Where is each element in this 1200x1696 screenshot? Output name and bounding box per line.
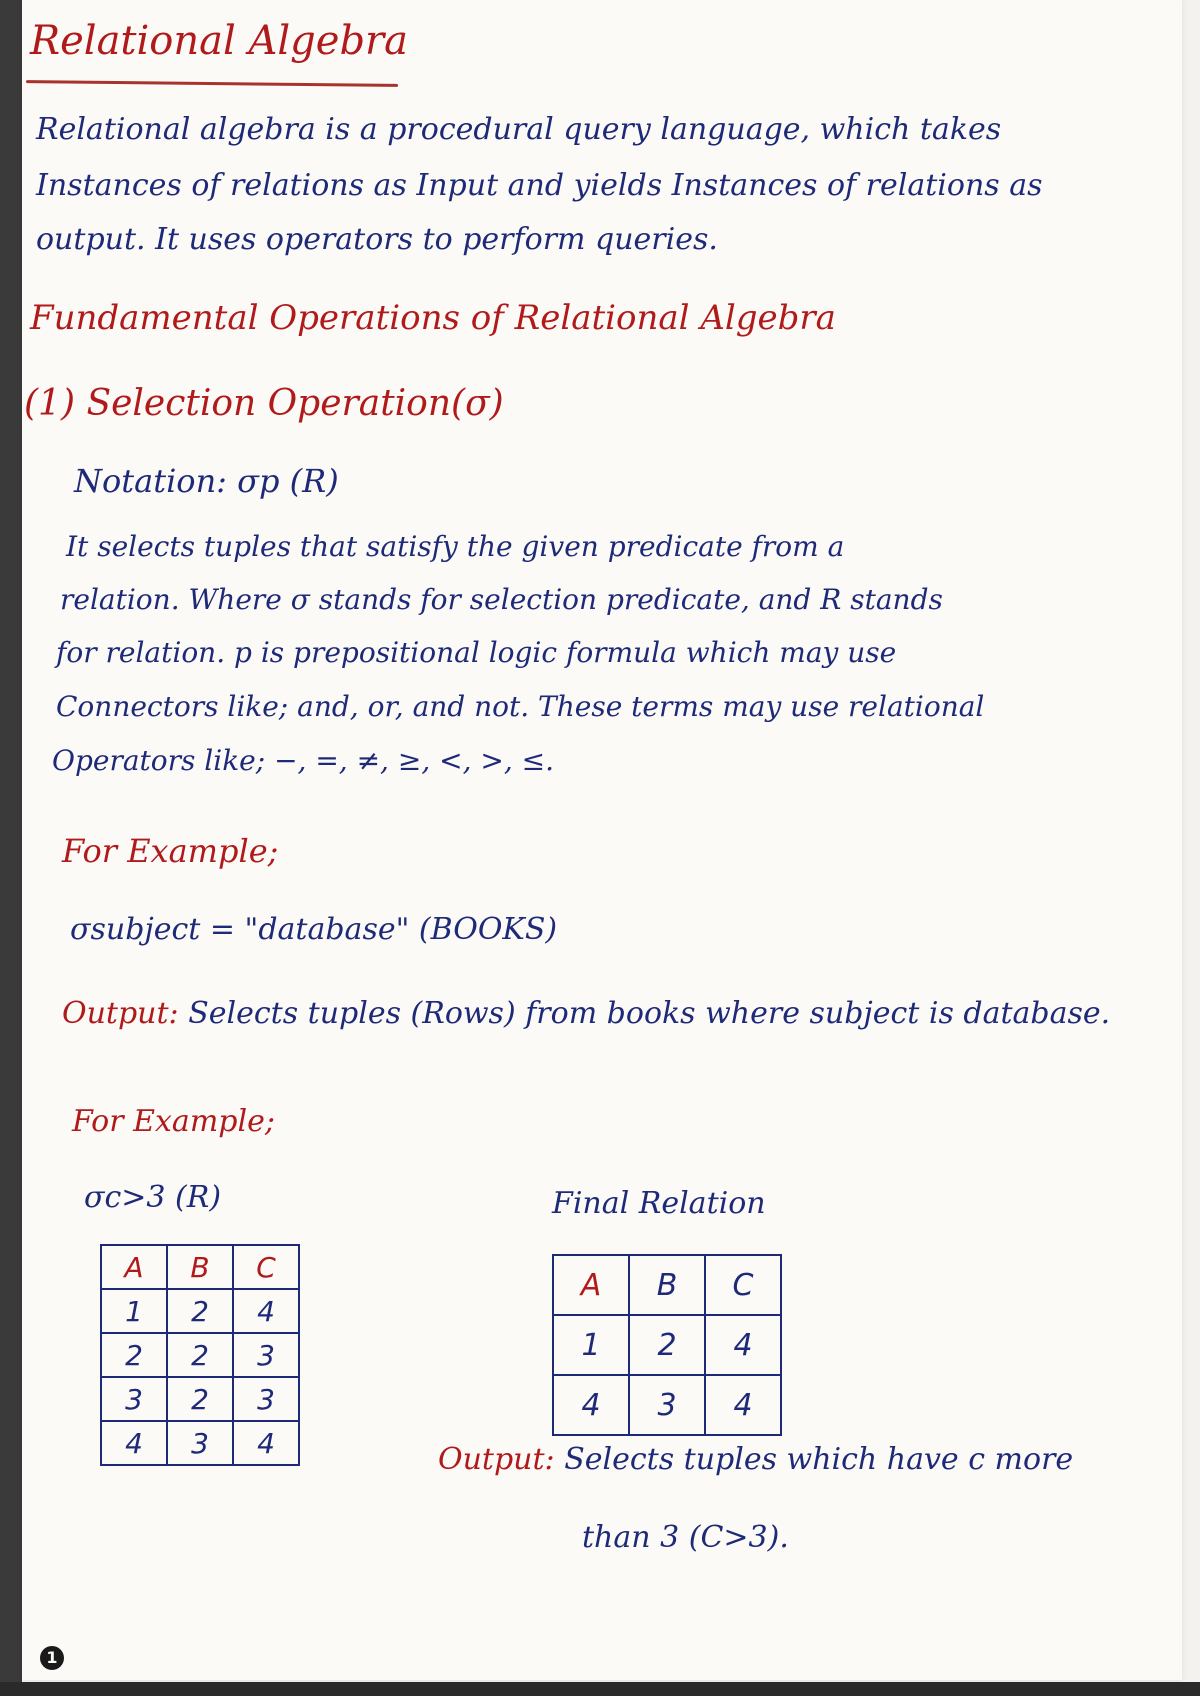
- table-row: [101, 1289, 299, 1333]
- section-heading: Fundamental Operations of Relational Algebra: [30, 298, 836, 338]
- intro-line-1: Relational algebra is a procedural query language, which takes: [36, 112, 1002, 147]
- final-relation-table: [552, 1254, 782, 1436]
- intro-line-2: Instances of relations as Input and yields Instances of relations as: [36, 168, 1043, 203]
- table-cell: 2: [167, 1377, 233, 1421]
- table-cell: 1: [101, 1289, 167, 1333]
- table-row: [553, 1315, 781, 1375]
- example1-output-text: Selects tuples (Rows) from books where subject is database.: [188, 996, 1111, 1031]
- example2-formula: σc>3 (R): [84, 1180, 222, 1215]
- table-cell: 3: [101, 1377, 167, 1421]
- table-row: [101, 1333, 299, 1377]
- table-header-row: [553, 1255, 781, 1315]
- table-cell: 4: [705, 1375, 781, 1435]
- description-line-4: Connectors like; and, or, and not. These terms may use relational: [56, 690, 985, 723]
- column-header: A: [101, 1245, 167, 1289]
- table-cell: 3: [233, 1333, 299, 1377]
- table-row: [101, 1377, 299, 1421]
- description-line-5: Operators like; −, =, ≠, ≥, <, >, ≤.: [52, 744, 555, 777]
- example1-formula: σsubject = "database" (BOOKS): [70, 912, 558, 947]
- scan-left-edge: [0, 0, 22, 1696]
- example2-output-label: Output:: [438, 1442, 555, 1477]
- table-cell: 2: [167, 1289, 233, 1333]
- table-cell: 4: [233, 1289, 299, 1333]
- example2-output-text-1: Selects tuples which have c more: [564, 1442, 1074, 1477]
- page-number-badge: 1: [40, 1646, 64, 1670]
- column-header: B: [629, 1255, 705, 1315]
- example2-label: For Example;: [72, 1104, 275, 1139]
- table-cell: 4: [233, 1421, 299, 1465]
- example2-output-line-1: [438, 1442, 1073, 1477]
- intro-line-3: output. It uses operators to perform queries.: [36, 222, 718, 257]
- example2-output-line-2: than 3 (C>3).: [582, 1520, 789, 1555]
- table-cell: 1: [553, 1315, 629, 1375]
- table-header-row: [101, 1245, 299, 1289]
- notation-line: [74, 462, 339, 500]
- description-line-1: It selects tuples that satisfy the given predicate from a: [66, 530, 845, 563]
- selection-heading: (1) Selection Operation(σ): [24, 383, 504, 424]
- column-header: A: [553, 1255, 629, 1315]
- description-line-2: relation. Where σ stands for selection predicate, and R stands: [60, 583, 943, 616]
- table-cell: 2: [629, 1315, 705, 1375]
- table-cell: 3: [167, 1421, 233, 1465]
- table-row: [553, 1375, 781, 1435]
- column-header: B: [167, 1245, 233, 1289]
- notation-value: σp (R): [237, 462, 339, 500]
- column-header: C: [233, 1245, 299, 1289]
- table-cell: 4: [553, 1375, 629, 1435]
- column-header: C: [705, 1255, 781, 1315]
- page-title: Relational Algebra: [30, 18, 409, 64]
- table-cell: 2: [167, 1333, 233, 1377]
- table-cell: 2: [101, 1333, 167, 1377]
- scan-bottom-edge: [0, 1682, 1200, 1696]
- description-line-3: for relation. p is prepositional logic formula which may use: [56, 636, 897, 669]
- table-cell: 3: [629, 1375, 705, 1435]
- final-relation-label: Final Relation: [552, 1186, 766, 1221]
- table-cell: 3: [233, 1377, 299, 1421]
- table-cell: 4: [705, 1315, 781, 1375]
- input-relation-table: [100, 1244, 300, 1466]
- table-cell: 4: [101, 1421, 167, 1465]
- notation-label: Notation:: [74, 462, 227, 500]
- example1-output-label: Output:: [62, 996, 179, 1031]
- table-row: [101, 1421, 299, 1465]
- example1-label: For Example;: [62, 832, 279, 870]
- example1-output: [62, 996, 1110, 1031]
